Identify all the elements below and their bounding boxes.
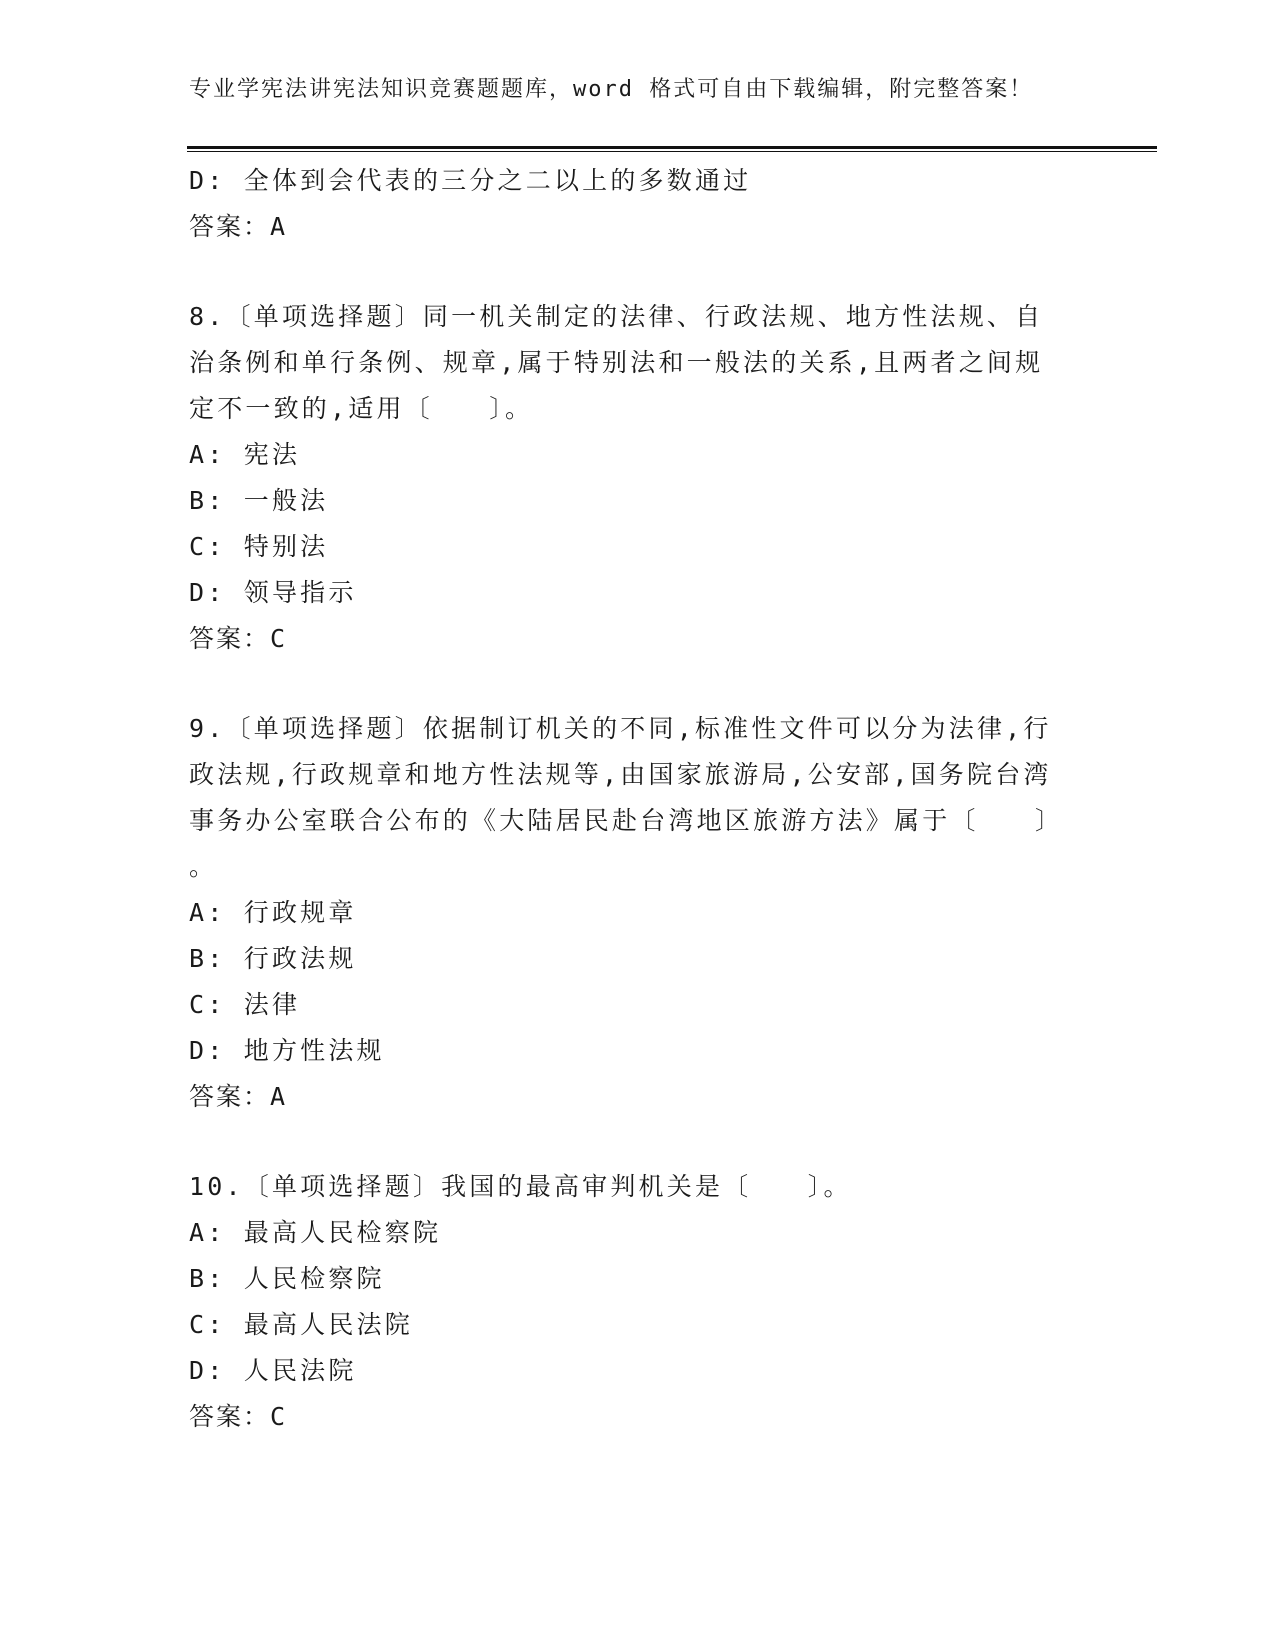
q10-option-b: B: 人民检察院 — [189, 1264, 385, 1293]
header-divider — [187, 146, 1157, 152]
q9-answer: 答案：A — [189, 1082, 288, 1111]
q7-option-d: D: 全体到会代表的三分之二以上的多数通过 — [189, 166, 752, 195]
q8-stem-line: 8.〔单项选择题〕同一机关制定的法律、行政法规、地方性法规、自 — [189, 302, 1044, 331]
q8-block — [189, 294, 1059, 662]
q7-answer: 答案：A — [189, 212, 288, 241]
q10-block — [189, 1164, 1059, 1440]
q9-option-c: C: 法律 — [189, 990, 301, 1019]
q8-option-b: B: 一般法 — [189, 486, 329, 515]
q9-block — [189, 706, 1064, 1120]
q10-answer: 答案：C — [189, 1402, 288, 1431]
q10-option-d: D: 人民法院 — [189, 1356, 357, 1385]
q8-stem-line: 治条例和单行条例、规章,属于特别法和一般法的关系,且两者之间规 — [189, 348, 1044, 377]
q8-stem-line: 定不一致的,适用〔 〕。 — [189, 394, 534, 423]
q9-option-a: A: 行政规章 — [189, 898, 357, 927]
page-header: 专业学宪法讲宪法知识竞赛题题库，word 格式可自由下载编辑，附完整答案！ — [189, 77, 1034, 102]
q9-stem-line: 事务办公室联合公布的《大陆居民赴台湾地区旅游方法》属于〔 〕 — [189, 806, 1064, 835]
q9-option-b: B: 行政法规 — [189, 944, 357, 973]
q8-option-c: C: 特别法 — [189, 532, 329, 561]
q10-option-a: A: 最高人民检察院 — [189, 1218, 442, 1247]
q10-option-c: C: 最高人民法院 — [189, 1310, 413, 1339]
q9-stem-line: 政法规,行政规章和地方性法规等,由国家旅游局,公安部,国务院台湾 — [189, 760, 1052, 789]
q10-stem-line: 10.〔单项选择题〕我国的最高审判机关是〔 〕。 — [189, 1172, 852, 1201]
q9-stem-line: 。 — [189, 852, 218, 881]
q8-option-d: D: 领导指示 — [189, 578, 357, 607]
q9-stem-line: 9.〔单项选择题〕依据制订机关的不同,标准性文件可以分为法律,行 — [189, 714, 1052, 743]
q9-option-d: D: 地方性法规 — [189, 1036, 385, 1065]
q8-option-a: A: 宪法 — [189, 440, 301, 469]
document-body — [189, 158, 1064, 1440]
q8-answer: 答案：C — [189, 624, 288, 653]
